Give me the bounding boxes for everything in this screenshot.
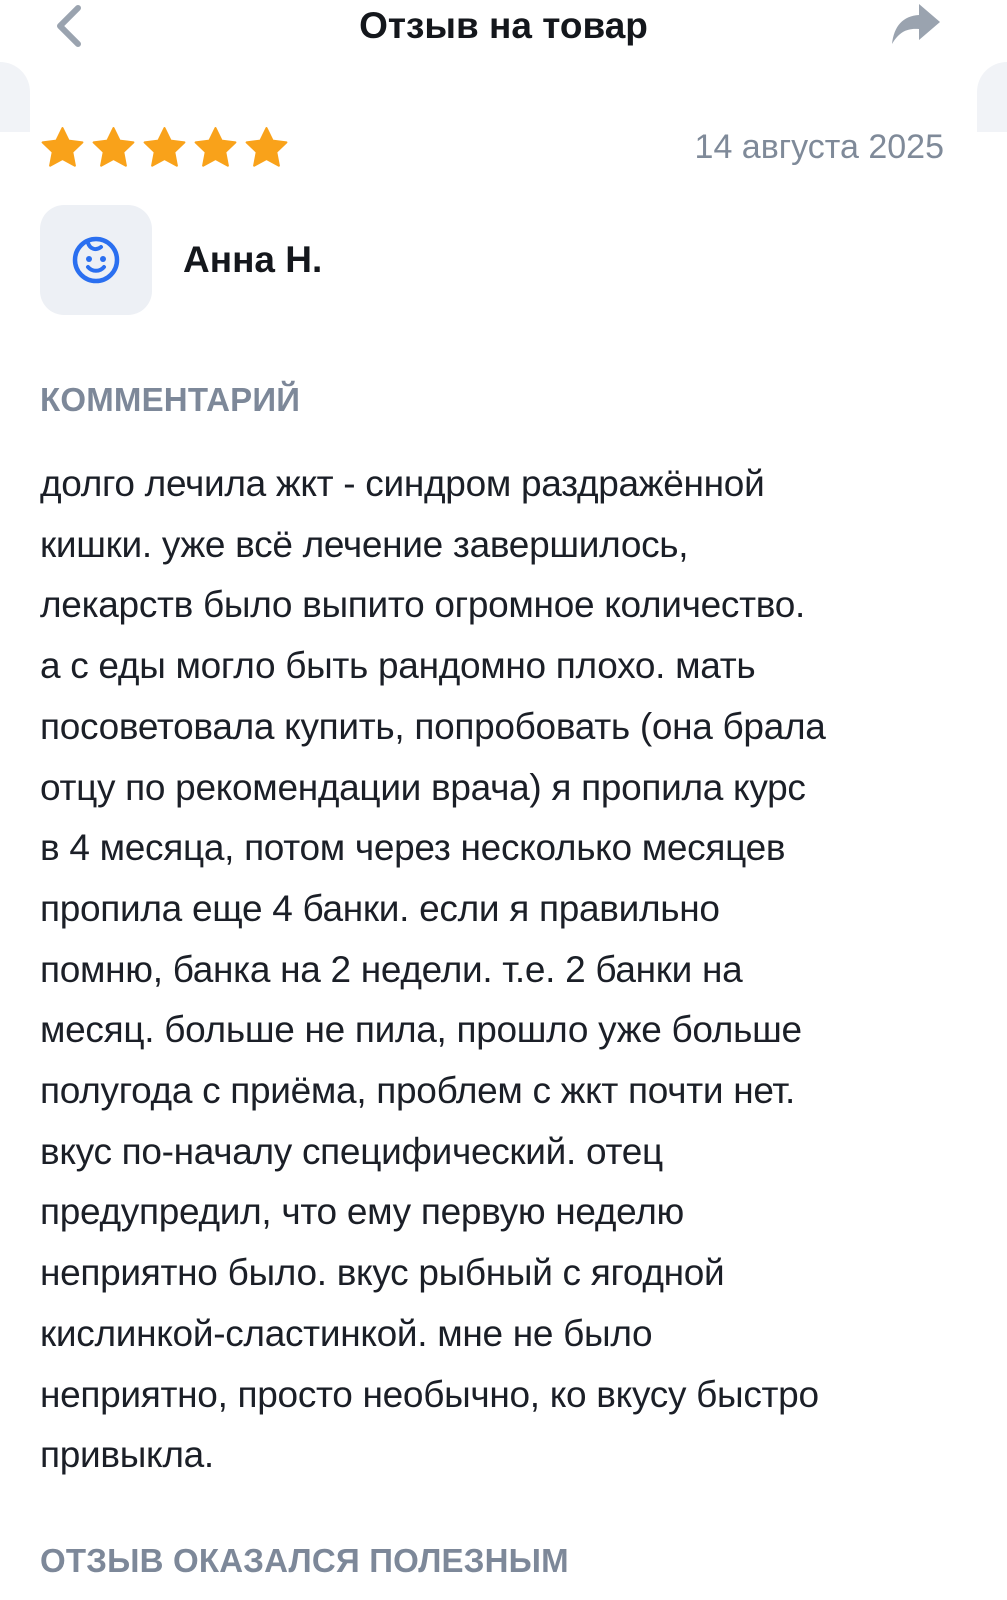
comment-line: неприятно, просто необычно, ко вкусу быстро	[40, 1373, 819, 1415]
star-icon	[142, 126, 187, 170]
comment-line: полугода с приёма, проблем с жкт почти нет.	[40, 1070, 795, 1112]
share-button[interactable]	[888, 0, 944, 50]
avatar	[40, 205, 152, 315]
star-icon	[40, 126, 85, 170]
star-icon	[244, 126, 289, 170]
header-bar	[0, 0, 1007, 60]
comment-line: в 4 месяца, потом через несколько месяцев	[40, 827, 786, 869]
comment-line: вкус по-началу специфический. отец	[40, 1130, 663, 1172]
author-name: Анна Н.	[183, 239, 323, 280]
comment-line: месяц. больше не пила, прошло уже больше	[40, 1009, 802, 1051]
comment-line: привыкла.	[40, 1434, 214, 1476]
comment-line: а с еды могло быть рандомно плохо. мать	[40, 645, 756, 687]
comment-line: неприятно было. вкус рыбный с ягодной	[40, 1252, 725, 1294]
review-date: 14 августа 2025	[694, 128, 944, 166]
star-icon	[193, 126, 238, 170]
comment-line: отцу по рекомендации врача) я пропила курс	[40, 766, 806, 808]
smiley-face-icon	[70, 234, 122, 286]
star-icon	[91, 126, 136, 170]
comment-line: предупредил, что ему первую неделю	[40, 1191, 684, 1233]
comment-line: лекарств было выпито огромное количество.	[40, 584, 805, 626]
comment-line: пропила еще 4 банки. если я правильно	[40, 887, 720, 929]
comment-line: кишки. уже всё лечение завершилось,	[40, 523, 689, 565]
page-title: Отзыв на товар	[359, 5, 648, 46]
comment-line: кислинкой-сластинкой. мне не было	[40, 1312, 653, 1354]
page-corner-right	[977, 62, 1007, 132]
comment-line: посоветовала купить, попробовать (она брала	[40, 705, 826, 747]
comment-section-label: КОММЕНТАРИЙ	[40, 381, 301, 418]
page-corner-left	[0, 62, 30, 132]
share-arrow-icon	[888, 0, 944, 50]
comment-line: помню, банка на 2 недели. т.е. 2 банки на	[40, 948, 743, 990]
review-comment	[40, 454, 965, 1486]
helpful-section-label: ОТЗЫВ ОКАЗАЛСЯ ПОЛЕЗНЫМ	[40, 1542, 569, 1579]
rating-stars	[40, 126, 289, 170]
comment-line: долго лечила жкт - синдром раздражённой	[40, 463, 765, 504]
